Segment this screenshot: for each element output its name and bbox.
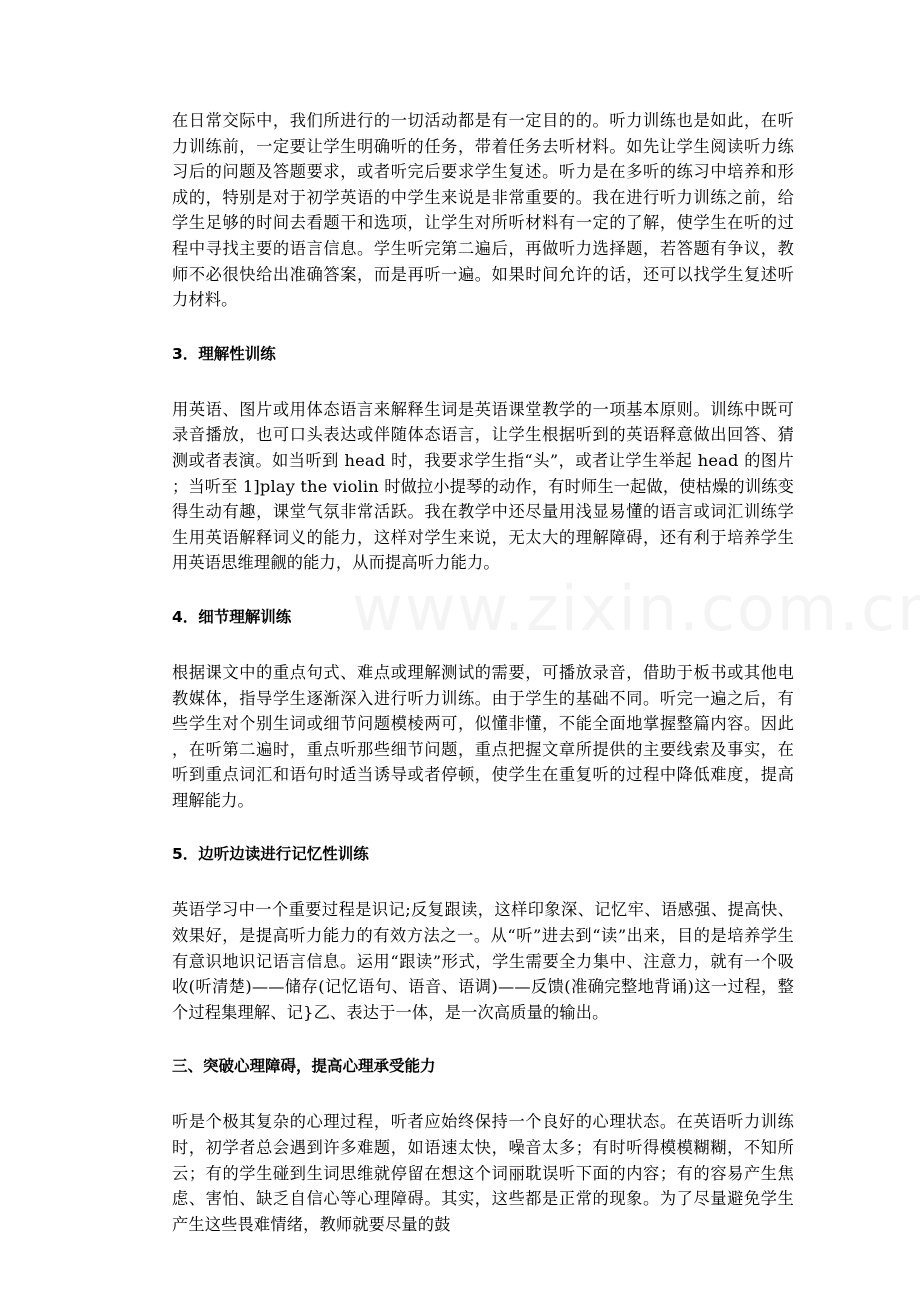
section-heading-4: 4．细节理解训练 xyxy=(172,607,292,626)
paragraph-psychology: 听是个极其复杂的心理过程，听者应始终保持一个良好的心理状态。在英语听力训练时，初学者总会遇到许多难题，如语速太快，噪音太多；有时听得模模糊糊，不知所云；有的学生碰到生词思维就停留在想这个词丽耽误听下面的内容；有的容易产生焦虑、害怕、缺乏自信心等心理障碍。其实，这些都是正常的现象。为了尽量避免学生产生这些畏难情绪，教师就要尽量的鼓 xyxy=(172,1112,794,1234)
paragraph-comprehension: 用英语、图片或用体态语言来解释生词是英语课堂教学的一项基本原则。训练中既可录音播放，也可口头表达或伴随体态语言，让学生根据听到的英语释意做出回答、猜测或者表演。如当听到 head 时，我要求学生指“头”，或者让学生举起 head 的图片；当听至 1]play the violin 时做拉小提琴的动作，有时师生一起做，使枯燥的训练变得生动有趣，课堂气氛非常活跃。我在教学中还尽量用浅显易懂的语言或词汇训练学生用英语解释词义的能力，这样对学生来说，无太大的理解障碍，还有利于培养学生用英语思维理觎的能力，从而提高听力能力。 xyxy=(172,399,794,573)
section-heading-3: 3．理解性训练 xyxy=(172,344,276,363)
section-heading-part-3: 三、突破心理障碍，提高心理承受能力 xyxy=(172,1057,436,1076)
paragraph-memory: 英语学习中一个重要过程是识记;反复跟读，这样印象深、记忆牢、语感强、提高快、效果好，是提高听力能力的有效方法之一。从“听”进去到“读”出来，目的是培养学生有意识地识记语言信息。运用“跟读”形式，学生需要全力集中、注意力，就有一个吸收(听清楚)——储存(记忆语句、语音、语调)——反馈(准确完整地背诵)这一过程，整个过程集理解、记}乙、表达于一体，是一次高质量的输出。 xyxy=(172,900,794,1022)
section-heading-5: 5．边听边读进行记忆性训练 xyxy=(172,845,369,864)
document-page xyxy=(172,108,794,1266)
paragraph-detail: 根据课文中的重点句式、难点或理解测试的需要，可播放录音，借助于板书或其他电教媒体，指导学生逐渐深入进行听力训练。由于学生的基础不同。听完一遍之后，有些学生对个别生词或细节问题模棱两可，似懂非懂，不能全面地掌握整篇内容。因此，在听第二遍时，重点听那些细节问题，重点把握文章所提供的主要线索及事实，在听到重点词汇和语句时适当诱导或者停顿，使学生在重复听的过程中降低难度，提高理解能力。 xyxy=(172,662,794,810)
paragraph-intro: 在日常交际中，我们所进行的一切活动都是有一定目的的。听力训练也是如此，在听力训练前，一定要让学生明确听的任务，带着任务去听材料。如先让学生阅读听力练习后的问题及答题要求，或者听完后要求学生复述。听力是在多听的练习中培养和形成的，特别是对于初学英语的中学生来说是非常重要的。我在进行听力训练之前，给学生足够的时间去看题干和选项，让学生对所听材料有一定的了解，使学生在听的过程中寻找主要的语言信息。学生听完第二遍后，再做听力选择题，若答题有争议，教师不必很快给出准确答案，而是再听一遍。如果时间允许的话，还可以找学生复述听力材料。 xyxy=(172,111,794,310)
